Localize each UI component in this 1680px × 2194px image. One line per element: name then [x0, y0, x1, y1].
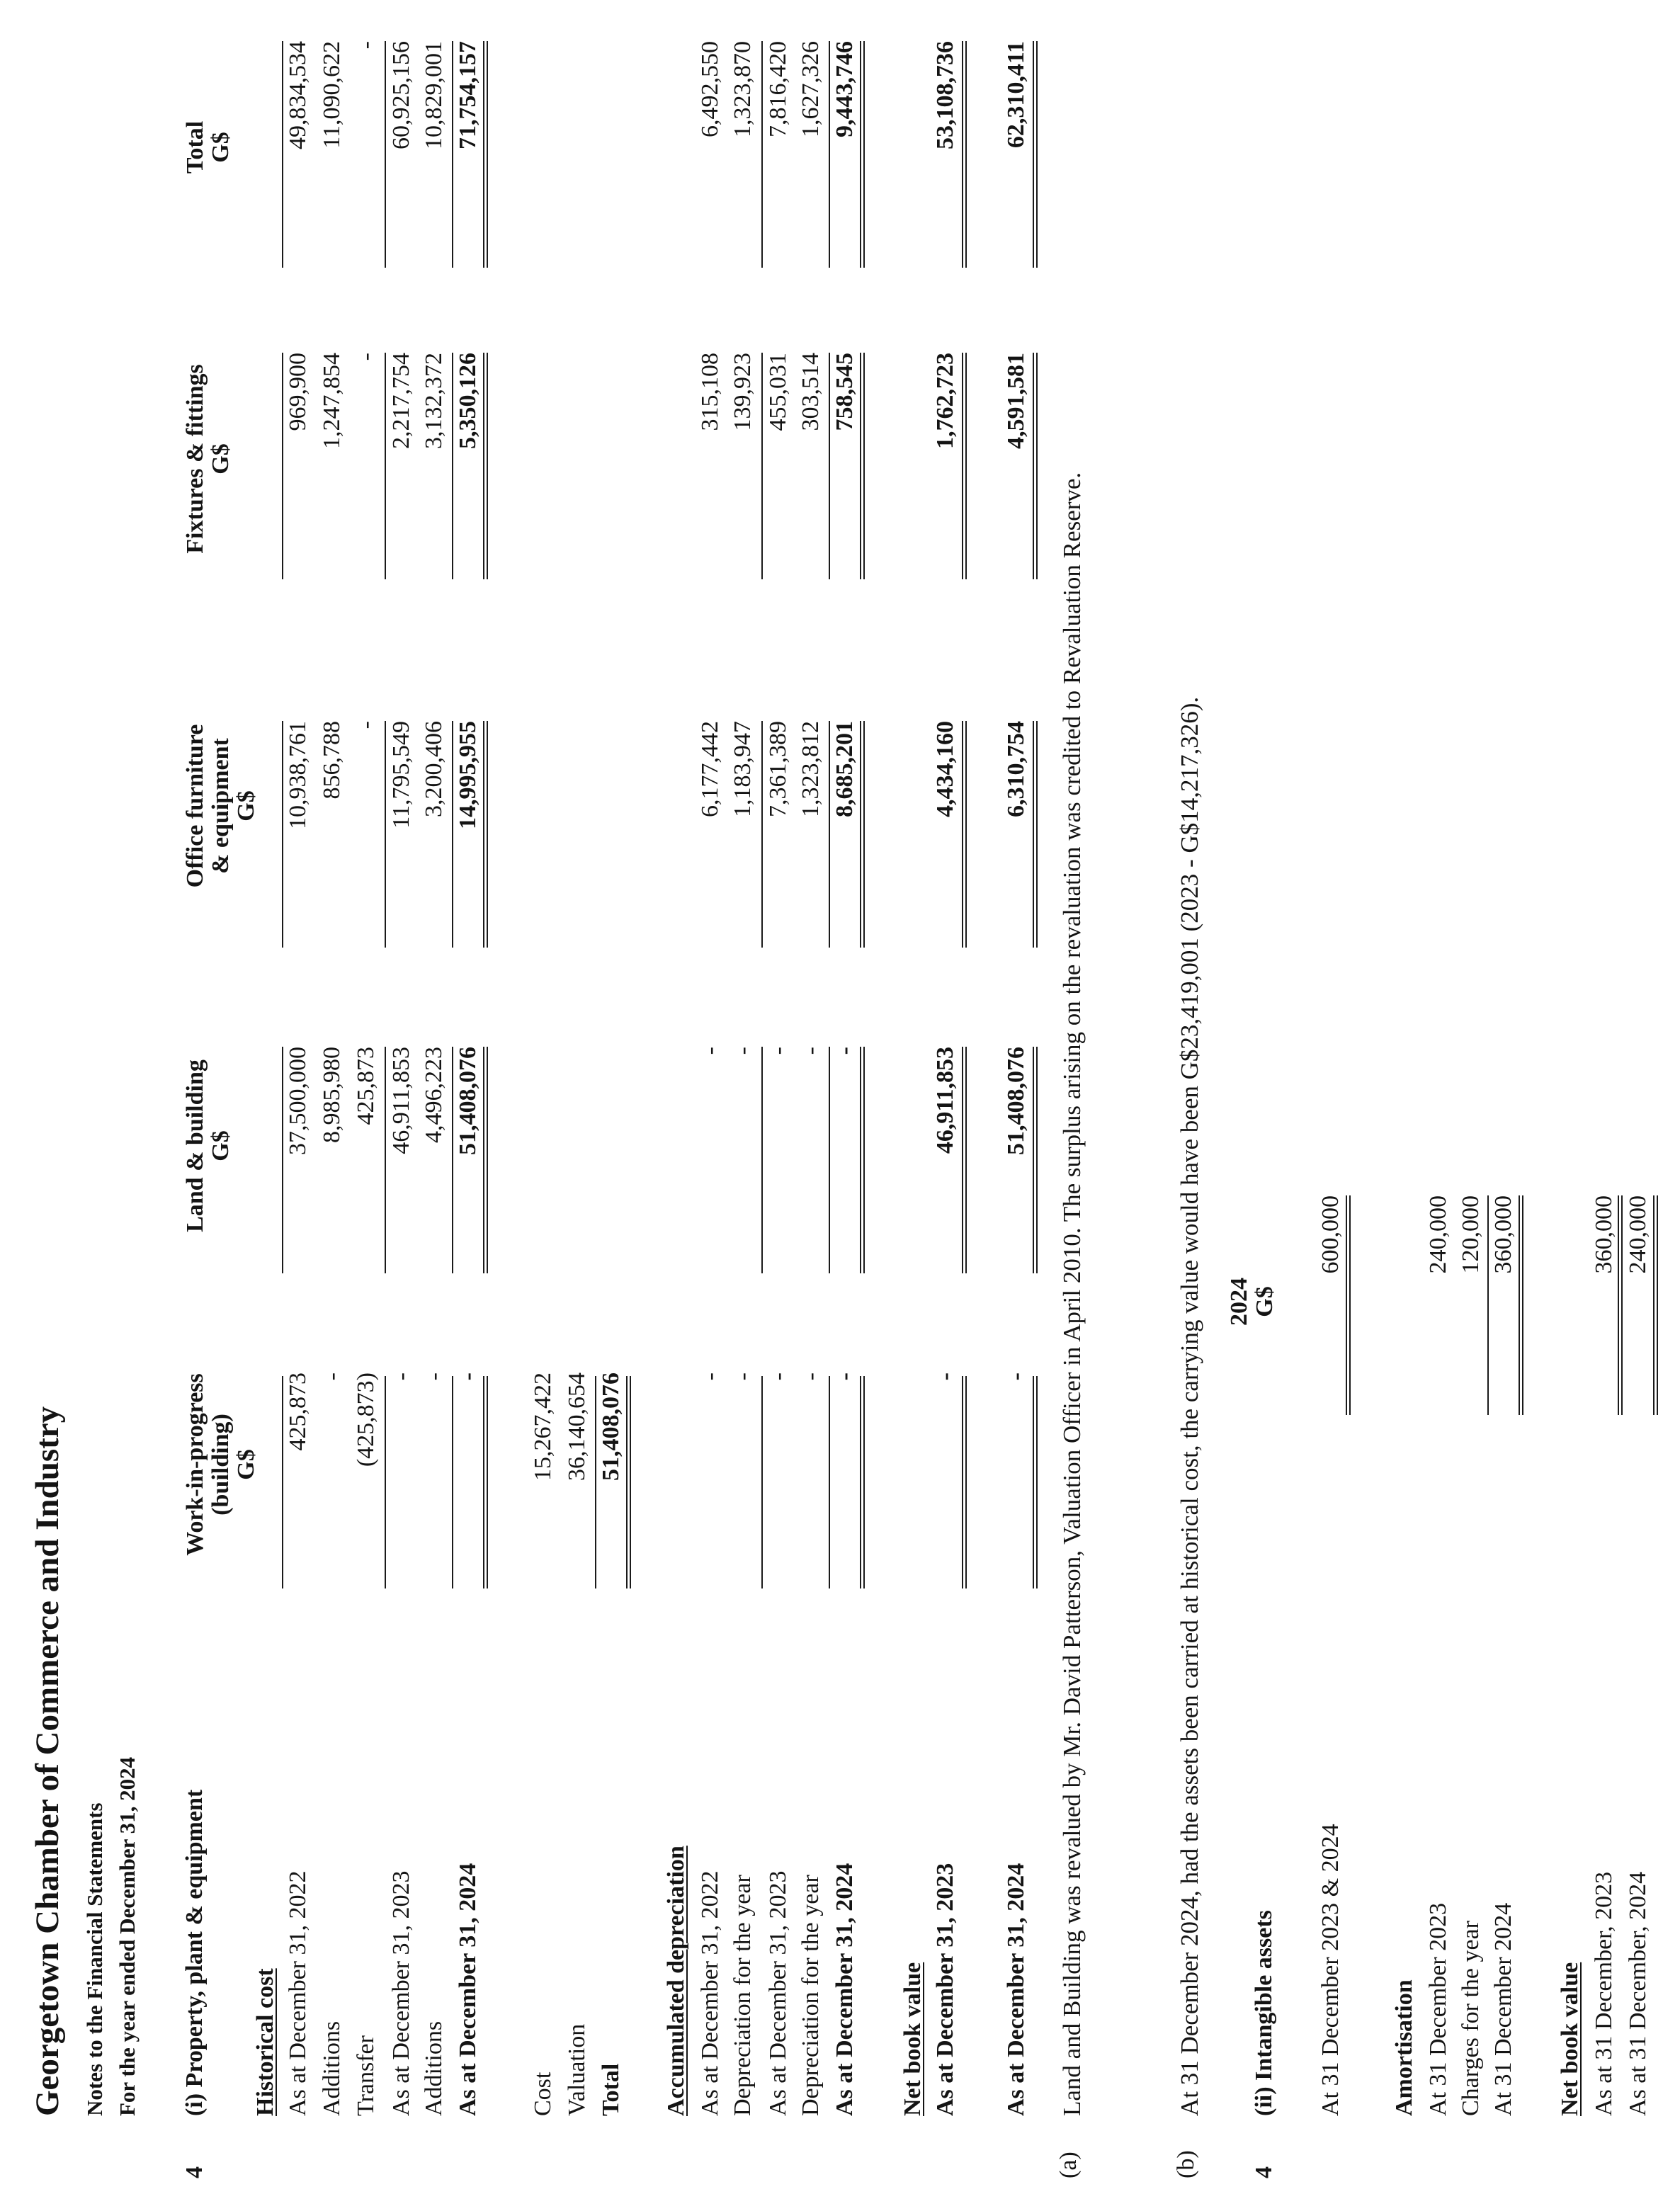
cell-value-total: 51,408,076: [1003, 1047, 1029, 1155]
cell-value: 455,031: [765, 353, 791, 431]
row-label: At 31 December 2024: [1490, 1902, 1516, 2116]
total-double-rule: [1653, 1195, 1658, 1415]
cell-value: 969,900: [285, 353, 311, 431]
total-double-rule: [962, 1376, 967, 1588]
note-b-marker: (b): [1173, 2150, 1199, 2178]
total-double-rule: [860, 41, 865, 268]
row-label: Valuation: [564, 2023, 590, 2116]
cell-value: 8,985,980: [319, 1047, 345, 1143]
cell-value: -: [697, 1372, 723, 1381]
cell-value: 360,000: [1591, 1195, 1617, 1274]
row-label: As at 31 December, 2024: [1625, 1871, 1651, 2116]
subtotal-rule: [385, 41, 386, 268]
column-header-line: Work-in-progress: [182, 1373, 208, 1556]
cell-value: 1,247,854: [319, 353, 345, 449]
amortisation-heading: Amortisation: [1391, 1979, 1417, 2116]
cell-value: 315,108: [697, 353, 723, 431]
cell-value: -: [353, 353, 379, 361]
row-label-total: Total: [598, 2063, 624, 2116]
top-rule: [282, 41, 283, 268]
column-year: 2024: [1226, 1278, 1252, 1326]
total-double-rule: [483, 1376, 488, 1588]
cell-value: 7,361,389: [765, 721, 791, 817]
cell-value: 46,911,853: [388, 1047, 414, 1154]
cell-value: 49,834,534: [285, 41, 311, 149]
cell-value: 1,627,326: [798, 41, 824, 137]
total-double-rule: [1033, 721, 1038, 948]
subtotal-rule: [829, 353, 830, 579]
column-currency: G$: [208, 443, 234, 474]
cell-value: 3,200,406: [421, 721, 447, 817]
cell-value: -: [697, 1047, 723, 1055]
intangible-heading: (ii) Intangible assets: [1251, 1910, 1277, 2116]
subtotal-rule: [452, 721, 453, 948]
column-header-total: [183, 41, 234, 254]
cell-value: 3,132,372: [421, 353, 447, 449]
row-label: At 31 December 2023 & 2024: [1317, 1824, 1344, 2116]
note-number: 4: [181, 2166, 208, 2178]
top-rule: [282, 353, 283, 579]
cell-value: -: [388, 1372, 414, 1381]
column-currency: G$: [233, 790, 260, 822]
column-currency: G$: [208, 1130, 234, 1161]
column-header-2024: [1227, 1231, 1278, 1372]
cell-value: 2,217,754: [388, 353, 414, 449]
cell-value: 240,000: [1625, 1195, 1651, 1274]
column-header-line: Fixtures & fittings: [182, 364, 208, 554]
note-b-text: At 31 December 2024, had the assets been carried at historical cost, the carrying value would have been G$23,419,001 (2023 - G$14,217,326).: [1176, 696, 1203, 2116]
cell-value: 856,788: [319, 721, 345, 800]
note-number: 4: [1251, 2166, 1277, 2178]
row-label: Depreciation for the year: [730, 1875, 756, 2116]
column-header-office-furniture: [183, 678, 259, 933]
row-label-total: As at December 31, 2024: [1003, 1863, 1029, 2116]
cell-value: -: [765, 1372, 791, 1381]
cell-value-total: 14,995,955: [455, 721, 481, 829]
cell-value: 1,323,870: [730, 41, 756, 137]
subtotal-rule: [829, 721, 830, 948]
accumulated-depreciation-heading: Accumulated depreciation: [663, 1846, 689, 2116]
subtotal-rule: [761, 353, 763, 579]
column-header-fixtures-fittings: [183, 324, 234, 593]
column-header-land-building: [183, 1011, 234, 1280]
cell-value-total: -: [832, 1047, 858, 1055]
row-label: As at December 31, 2022: [285, 1870, 311, 2116]
top-rule: [282, 721, 283, 948]
subtotal-rule: [385, 721, 386, 948]
net-book-value-heading: Net book value: [899, 1962, 926, 2116]
cell-value: -: [421, 1372, 447, 1381]
cell-value: 7,816,420: [765, 41, 791, 137]
subtotal-rule: [452, 1376, 453, 1588]
cell-value-total: -: [932, 1372, 958, 1381]
total-double-rule: [1033, 353, 1038, 579]
total-double-rule: [1033, 1047, 1038, 1273]
cell-value: 60,925,156: [388, 41, 414, 149]
cell-value: 600,000: [1317, 1195, 1344, 1274]
cell-value-total: 6,310,754: [1003, 721, 1029, 817]
total-double-rule: [860, 1376, 865, 1588]
row-label-total: As at December 31, 2024: [455, 1863, 481, 2116]
cell-value-total: 758,545: [832, 353, 858, 431]
subtotal-rule: [1487, 1195, 1489, 1415]
cell-value: 1,183,947: [730, 721, 756, 817]
cell-value-total: 5,350,126: [455, 353, 481, 449]
row-label: At 31 December 2023: [1425, 1902, 1451, 2116]
column-header-line: (building): [208, 1414, 234, 1516]
total-double-rule: [1346, 1195, 1351, 1415]
cell-value: -: [353, 41, 379, 50]
cell-value: (425,873): [353, 1372, 379, 1467]
subtotal-rule: [761, 1047, 763, 1273]
subtotal-rule: [452, 1047, 453, 1273]
total-double-rule: [860, 1047, 865, 1273]
cell-value: 425,873: [353, 1047, 379, 1125]
note-a-text: Land and Building was revalued by Mr. David Patterson, Valuation Officer in April 2010. The surplus arising on the revaluation was credited to Revaluation Reserve.: [1058, 472, 1086, 2116]
row-label: Transfer: [353, 2035, 379, 2116]
top-rule: [282, 1376, 283, 1588]
subtotal-rule: [595, 1376, 596, 1588]
total-double-rule: [483, 721, 488, 948]
cell-value: 15,267,422: [530, 1372, 556, 1481]
subtotal-rule: [829, 1376, 830, 1588]
total-double-rule: [1519, 1195, 1523, 1415]
cell-value-total: 8,685,201: [832, 721, 858, 817]
note-a-marker: (a): [1055, 2152, 1082, 2178]
row-label: As at December 31, 2023: [388, 1870, 414, 2116]
period-label: For the year ended December 31, 2024: [115, 1756, 140, 2116]
cell-value: 425,873: [285, 1372, 311, 1451]
cell-value: 1,323,812: [798, 721, 824, 817]
cell-value: 37,500,000: [285, 1047, 311, 1155]
subtotal-rule: [761, 41, 763, 268]
subtotal-rule: [452, 353, 453, 579]
cell-value: -: [730, 1372, 756, 1381]
cell-value: -: [353, 721, 379, 729]
cell-value-total: 1,762,723: [932, 353, 958, 449]
cell-value: 10,829,001: [421, 41, 447, 149]
subtotal-rule: [385, 1047, 386, 1273]
cell-value-total: 46,911,853: [932, 1047, 958, 1154]
row-label: As at 31 December, 2023: [1591, 1871, 1617, 2116]
total-double-rule: [962, 721, 967, 948]
total-double-rule: [1033, 41, 1038, 268]
subtotal-rule: [452, 41, 453, 268]
row-label: As at December 31, 2022: [697, 1870, 723, 2116]
column-header-work-in-progress: [183, 1341, 259, 1588]
organization-title: Georgetown Chamber of Commerce and Industry: [29, 1406, 66, 2116]
cell-value: -: [798, 1372, 824, 1381]
cell-value: 4,496,223: [421, 1047, 447, 1143]
subtotal-rule: [829, 41, 830, 268]
row-label: Charges for the year: [1458, 1921, 1484, 2116]
cell-value-total: -: [1003, 1372, 1029, 1381]
column-currency: G$: [208, 132, 234, 163]
top-rule: [282, 1047, 283, 1273]
column-currency: G$: [1252, 1286, 1278, 1317]
column-header-line: & equipment: [208, 738, 234, 874]
cell-value: 11,795,549: [388, 721, 414, 829]
total-double-rule: [860, 353, 865, 579]
total-double-rule: [1618, 1195, 1623, 1415]
subtotal-rule: [829, 1047, 830, 1273]
cell-value: 11,090,622: [319, 41, 345, 149]
cell-value: 240,000: [1425, 1195, 1451, 1274]
column-currency: G$: [233, 1449, 260, 1480]
subtotal-rule: [385, 353, 386, 579]
historical-cost-heading: Historical cost: [252, 1968, 278, 2116]
row-label: Cost: [530, 2071, 556, 2116]
row-label: Additions: [319, 2020, 345, 2116]
row-label-total: As at December 31, 2023: [932, 1863, 958, 2116]
column-header-line: Land & building: [182, 1059, 208, 1232]
total-double-rule: [626, 1376, 631, 1588]
row-label: As at December 31, 2023: [765, 1870, 791, 2116]
row-label-total: As at December 31, 2024: [832, 1863, 858, 2116]
column-header-line: Total: [182, 120, 208, 174]
cell-value: 360,000: [1490, 1195, 1516, 1274]
row-label: Additions: [421, 2020, 447, 2116]
cell-value-total: 71,754,157: [455, 41, 481, 149]
total-double-rule: [483, 1047, 488, 1273]
cell-value: 36,140,654: [564, 1372, 590, 1481]
cell-value: 10,938,761: [285, 721, 311, 829]
cell-value-total: 53,108,736: [932, 41, 958, 149]
total-double-rule: [1033, 1376, 1038, 1588]
cell-value: -: [319, 1372, 345, 1381]
cell-value: -: [730, 1047, 756, 1055]
cell-value-total: 4,434,160: [932, 721, 958, 817]
cell-value: 303,514: [798, 353, 824, 431]
row-label: Depreciation for the year: [798, 1875, 824, 2116]
cell-value: 6,177,442: [697, 721, 723, 817]
cell-value-total: 51,408,076: [455, 1047, 481, 1155]
total-double-rule: [483, 353, 488, 579]
cell-value: 139,923: [730, 353, 756, 431]
cell-value-total: 9,443,746: [832, 41, 858, 137]
subtotal-rule: [761, 1376, 763, 1588]
total-double-rule: [962, 1047, 967, 1273]
cell-value: 6,492,550: [697, 41, 723, 137]
statement-subtitle: Notes to the Financial Statements: [82, 1802, 107, 2116]
cell-value-total: 4,591,581: [1003, 353, 1029, 449]
cell-value-total: -: [832, 1372, 858, 1381]
cell-value-total: 51,408,076: [598, 1372, 624, 1481]
subtotal-rule: [385, 1376, 386, 1588]
ppe-heading: (i) Property, plant & equipment: [181, 1789, 208, 2116]
column-header-line: Office furniture: [182, 724, 208, 888]
cell-value-total: 62,310,411: [1003, 41, 1029, 149]
total-double-rule: [962, 353, 967, 579]
total-double-rule: [860, 721, 865, 948]
cell-value-total: -: [455, 1372, 481, 1381]
cell-value: -: [798, 1047, 824, 1055]
cell-value: -: [765, 1047, 791, 1055]
cell-value: 120,000: [1458, 1195, 1484, 1274]
total-double-rule: [483, 41, 488, 268]
subtotal-rule: [761, 721, 763, 948]
total-double-rule: [962, 41, 967, 268]
intangible-net-book-value-heading: Net book value: [1557, 1962, 1583, 2116]
